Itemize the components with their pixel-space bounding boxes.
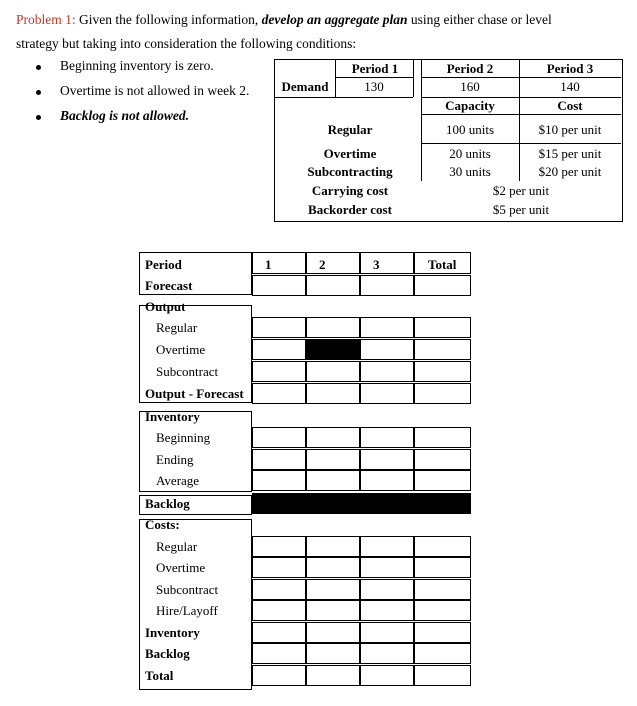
plan-cell[interactable] <box>414 361 471 382</box>
plan-cell[interactable] <box>360 339 414 360</box>
plan-cell[interactable] <box>252 557 306 578</box>
plan-row-label: Forecast <box>145 278 193 293</box>
capacity-regular: 100 units <box>445 122 495 137</box>
row-label-backorder-cost: Backorder cost <box>308 202 392 217</box>
plan-cell[interactable] <box>252 600 306 621</box>
plan-row-label: Overtime <box>156 342 206 357</box>
plan-cell[interactable] <box>252 361 306 382</box>
plan-cell[interactable] <box>414 557 471 578</box>
plan-cell[interactable] <box>306 622 360 643</box>
problem-text-before: Given the following information, <box>75 12 262 27</box>
problem-line-2: strategy but taking into consideration the following conditions: <box>16 36 357 51</box>
plan-cell[interactable] <box>360 470 414 491</box>
demand-label: Demand <box>281 79 329 94</box>
plan-cell[interactable] <box>414 275 471 296</box>
period-2-header: Period 2 <box>446 61 494 76</box>
plan-cell[interactable] <box>360 622 414 643</box>
cost-carrying: $2 per unit <box>492 183 550 198</box>
plan-row-label: Regular <box>156 539 198 554</box>
plan-cell[interactable] <box>252 317 306 338</box>
plan-cell[interactable] <box>414 383 471 404</box>
plan-row-label: Output <box>145 299 186 314</box>
plan-cell[interactable] <box>360 427 414 448</box>
plan-cell[interactable] <box>252 275 306 296</box>
row-label-subcontracting: Subcontracting <box>307 164 393 179</box>
problem-label: Problem 1: <box>16 12 76 27</box>
plan-cell[interactable] <box>414 600 471 621</box>
problem-emphasis: develop an aggregate plan <box>261 12 408 27</box>
plan-cell[interactable] <box>306 579 360 600</box>
plan-cell[interactable] <box>306 275 360 296</box>
row-label-carrying-cost: Carrying cost <box>311 183 389 198</box>
plan-row-label: Overtime <box>156 560 206 575</box>
cost-backorder: $5 per unit <box>492 202 550 217</box>
plan-cell[interactable] <box>306 557 360 578</box>
plan-cell[interactable] <box>414 579 471 600</box>
condition-text: Overtime is not allowed in week 2. <box>60 83 250 98</box>
plan-header-period: Period <box>145 257 182 272</box>
plan-cell[interactable] <box>414 665 471 686</box>
plan-row-label: Backlog <box>145 496 190 511</box>
plan-row-label: Total <box>145 668 174 683</box>
plan-cell[interactable] <box>360 557 414 578</box>
plan-row-label: Inventory <box>145 409 200 424</box>
aggregate-plan-table <box>139 252 471 690</box>
plan-cell[interactable] <box>252 470 306 491</box>
plan-cell[interactable] <box>252 579 306 600</box>
plan-cell[interactable] <box>360 536 414 557</box>
plan-row-label: Costs: <box>145 517 180 532</box>
cost-regular: $10 per unit <box>538 122 602 137</box>
plan-cell[interactable] <box>306 449 360 470</box>
bullet-icon <box>36 115 41 120</box>
plan-cell[interactable] <box>252 427 306 448</box>
plan-cell[interactable] <box>360 317 414 338</box>
plan-cell[interactable] <box>252 665 306 686</box>
info-table <box>274 59 623 222</box>
cost-overtime: $15 per unit <box>538 146 602 161</box>
blocked-cell <box>306 339 360 360</box>
plan-cell[interactable] <box>252 536 306 557</box>
plan-cell[interactable] <box>306 643 360 664</box>
plan-row-label: Inventory <box>145 625 200 640</box>
plan-cell[interactable] <box>414 536 471 557</box>
demand-period-2: 160 <box>460 79 480 94</box>
plan-row-label: Ending <box>156 452 194 467</box>
capacity-overtime: 20 units <box>449 146 491 161</box>
plan-cell[interactable] <box>252 622 306 643</box>
plan-cell[interactable] <box>306 383 360 404</box>
plan-cell[interactable] <box>252 643 306 664</box>
problem-line-1 <box>16 8 616 32</box>
plan-cell[interactable] <box>306 427 360 448</box>
plan-row-label: Output - Forecast <box>145 386 244 401</box>
plan-cell[interactable] <box>306 470 360 491</box>
problem-statement <box>16 8 616 56</box>
plan-cell[interactable] <box>252 449 306 470</box>
condition-text: Backlog is not allowed. <box>60 108 190 123</box>
plan-cell[interactable] <box>360 665 414 686</box>
plan-cell[interactable] <box>306 536 360 557</box>
plan-row-label: Beginning <box>156 430 211 445</box>
period-1-header: Period 1 <box>351 61 399 76</box>
plan-header-3: 3 <box>373 257 380 272</box>
plan-row-label: Subcontract <box>156 582 219 597</box>
capacity-header: Capacity <box>445 98 495 113</box>
plan-header-2: 2 <box>319 257 326 272</box>
plan-row-label: Subcontract <box>156 364 219 379</box>
condition-text: Beginning inventory is zero. <box>60 58 214 73</box>
demand-period-1: 130 <box>364 79 384 94</box>
plan-cell[interactable] <box>306 317 360 338</box>
plan-header-1: 1 <box>265 257 272 272</box>
plan-cell[interactable] <box>414 622 471 643</box>
blocked-row <box>252 493 471 514</box>
plan-cell[interactable] <box>414 643 471 664</box>
plan-header-total: Total <box>428 257 457 272</box>
row-label-regular: Regular <box>327 122 373 137</box>
plan-cell[interactable] <box>360 643 414 664</box>
plan-cell[interactable] <box>252 383 306 404</box>
plan-cell[interactable] <box>306 361 360 382</box>
demand-period-3: 140 <box>560 79 580 94</box>
bullet-icon <box>36 65 41 70</box>
row-label-overtime: Overtime <box>323 146 377 161</box>
bullet-icon <box>36 90 41 95</box>
plan-row-label: Backlog <box>145 646 190 661</box>
cost-subcontracting: $20 per unit <box>538 164 602 179</box>
plan-cell[interactable] <box>414 339 471 360</box>
plan-cell[interactable] <box>414 427 471 448</box>
plan-cell[interactable] <box>360 600 414 621</box>
plan-cell[interactable] <box>360 579 414 600</box>
plan-row-label: Regular <box>156 320 198 335</box>
plan-cell[interactable] <box>252 339 306 360</box>
period-3-header: Period 3 <box>546 61 594 76</box>
plan-cell[interactable] <box>360 361 414 382</box>
plan-row-label: Hire/Layoff <box>156 603 218 618</box>
plan-cell[interactable] <box>360 275 414 296</box>
capacity-subcontracting: 30 units <box>449 164 491 179</box>
plan-cell[interactable] <box>360 383 414 404</box>
problem-text-after: using either chase or level <box>407 12 552 27</box>
plan-cell[interactable] <box>414 317 471 338</box>
plan-cell[interactable] <box>306 600 360 621</box>
plan-row-label: Average <box>156 473 200 488</box>
plan-cell[interactable] <box>306 665 360 686</box>
plan-cell[interactable] <box>414 470 471 491</box>
plan-cell[interactable] <box>360 449 414 470</box>
cost-header: Cost <box>557 98 583 113</box>
plan-cell[interactable] <box>414 449 471 470</box>
